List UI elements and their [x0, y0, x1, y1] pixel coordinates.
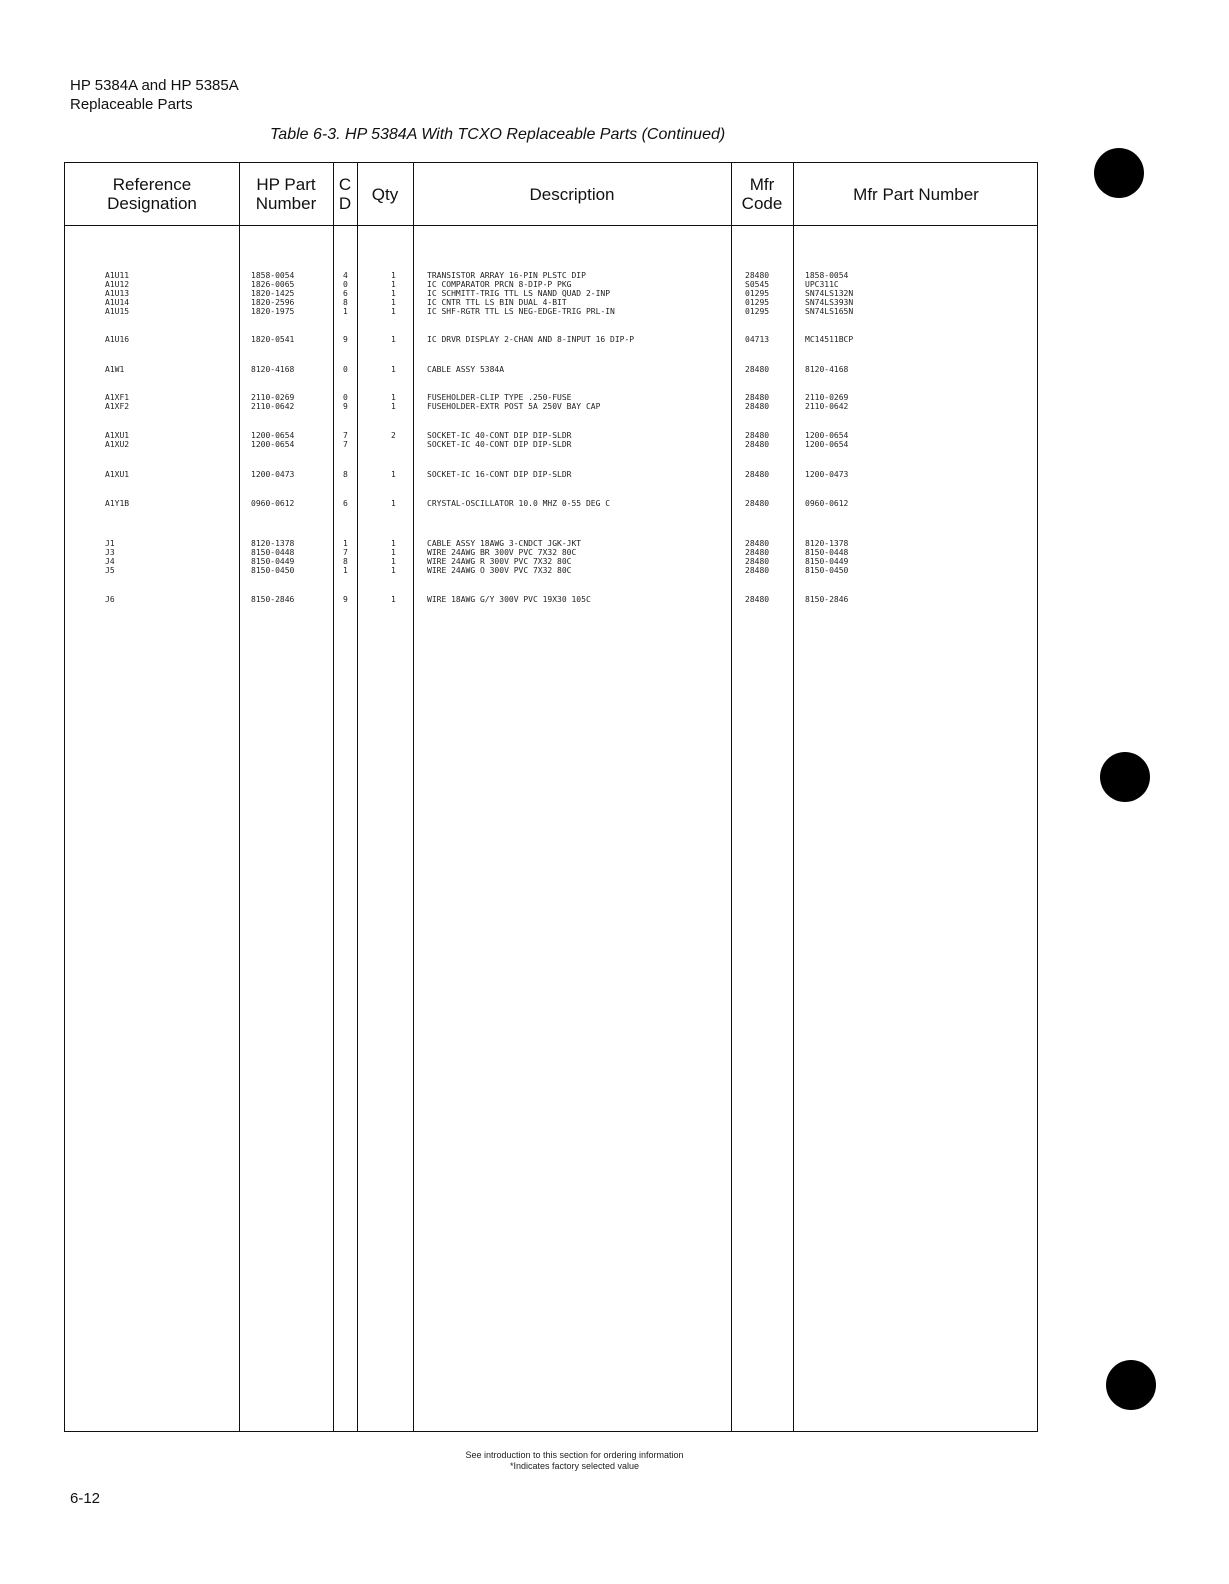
cell-cd: 9: [343, 595, 348, 604]
cell-mpn: 8150-2846: [805, 595, 849, 604]
cell-mfr: 28480: [745, 566, 770, 575]
cell-cd: 8: [343, 470, 348, 479]
cell-cd: 8: [343, 298, 348, 307]
cell-hp: 1200-0654: [251, 431, 295, 440]
cell-mpn: MC14511BCP: [805, 335, 854, 344]
binder-hole: [1094, 148, 1144, 198]
cell-desc: SOCKET-IC 16-CONT DIP DIP-SLDR: [427, 470, 572, 479]
cell-mpn: 1858-0054: [805, 271, 849, 280]
cell-cd: 1: [343, 307, 348, 316]
col-header-description: Description: [529, 184, 615, 204]
cell-desc: FUSEHOLDER-CLIP TYPE .250-FUSE: [427, 393, 572, 402]
cell-qty: 1: [391, 595, 396, 604]
cell-ref: J5: [105, 566, 115, 575]
cell-cd: 7: [343, 440, 348, 449]
cell-ref: A1U12: [105, 280, 130, 289]
cell-ref: A1XU2: [105, 440, 130, 449]
header-model: HP 5384A and HP 5385A: [70, 77, 239, 94]
cell-ref: A1U13: [105, 289, 130, 298]
cell-hp: 1200-0473: [251, 470, 295, 479]
cell-mpn: 0960-0612: [805, 499, 849, 508]
cell-desc: FUSEHOLDER-EXTR POST 5A 250V BAY CAP: [427, 402, 601, 411]
column-divider: [357, 163, 358, 1431]
cell-mpn: 8120-1378: [805, 539, 849, 548]
cell-hp: 8120-4168: [251, 365, 295, 374]
cell-mfr: 28480: [745, 557, 770, 566]
table-row: [65, 470, 1037, 480]
table-footnote: [0, 1450, 1229, 1472]
cell-qty: 1: [391, 557, 396, 566]
cell-qty: 1: [391, 335, 396, 344]
cell-ref: A1U15: [105, 307, 130, 316]
table-row: [65, 499, 1037, 509]
cell-ref: A1U16: [105, 335, 130, 344]
cell-mpn: 1200-0654: [805, 431, 849, 440]
cell-desc: WIRE 24AWG BR 300V PVC 7X32 80C: [427, 548, 577, 557]
cell-hp: 2110-0642: [251, 402, 295, 411]
cell-cd: 9: [343, 335, 348, 344]
parts-table: [64, 162, 1038, 1432]
cell-desc: WIRE 18AWG G/Y 300V PVC 19X30 105C: [427, 595, 591, 604]
cell-desc: CABLE ASSY 5384A: [427, 365, 505, 374]
cell-qty: 1: [391, 402, 396, 411]
cell-mfr: 01295: [745, 289, 770, 298]
cell-mpn: 8150-0450: [805, 566, 849, 575]
cell-mfr: 28480: [745, 539, 770, 548]
footnote-factory: *Indicates factory selected value: [509, 1461, 640, 1471]
cell-qty: 1: [391, 280, 396, 289]
cell-desc: SOCKET-IC 40-CONT DIP DIP-SLDR: [427, 440, 572, 449]
cell-ref: A1XF2: [105, 402, 130, 411]
cell-cd: 1: [343, 566, 348, 575]
table-row: [65, 595, 1037, 605]
cell-cd: 6: [343, 499, 348, 508]
cell-cd: 0: [343, 280, 348, 289]
cell-hp: 1826-0065: [251, 280, 295, 289]
column-divider: [731, 163, 732, 1431]
cell-qty: 1: [391, 470, 396, 479]
col-header-mfr-code: Mfr Code: [741, 175, 783, 213]
cell-desc: SOCKET-IC 40-CONT DIP DIP-SLDR: [427, 431, 572, 440]
cell-ref: A1XF1: [105, 393, 130, 402]
cell-desc: IC SHF-RGTR TTL LS NEG-EDGE-TRIG PRL-IN: [427, 307, 615, 316]
cell-cd: 0: [343, 365, 348, 374]
cell-mpn: 8150-0449: [805, 557, 849, 566]
cell-ref: A1XU1: [105, 431, 130, 440]
cell-ref: A1XU1: [105, 470, 130, 479]
col-header-hp-part: HP Part Number: [255, 175, 317, 213]
cell-qty: 1: [391, 307, 396, 316]
cell-ref: J6: [105, 595, 115, 604]
cell-desc: WIRE 24AWG O 300V PVC 7X32 80C: [427, 566, 572, 575]
cell-mfr: S0545: [745, 280, 770, 289]
cell-qty: 1: [391, 539, 396, 548]
cell-qty: 1: [391, 365, 396, 374]
cell-cd: 7: [343, 548, 348, 557]
binder-hole: [1106, 1360, 1156, 1410]
cell-cd: 9: [343, 402, 348, 411]
cell-qty: 1: [391, 271, 396, 280]
cell-mpn: 2110-0642: [805, 402, 849, 411]
cell-hp: 1820-0541: [251, 335, 295, 344]
header-divider: [65, 225, 1037, 226]
cell-mpn: 1200-0654: [805, 440, 849, 449]
cell-cd: 1: [343, 539, 348, 548]
col-header-cd: C D: [338, 175, 352, 213]
cell-mpn: 1200-0473: [805, 470, 849, 479]
cell-mpn: SN74LS393N: [805, 298, 854, 307]
cell-hp: 8150-0449: [251, 557, 295, 566]
cell-qty: 1: [391, 298, 396, 307]
cell-ref: A1U14: [105, 298, 130, 307]
column-divider: [239, 163, 240, 1431]
cell-hp: 1858-0054: [251, 271, 295, 280]
cell-ref: J4: [105, 557, 115, 566]
col-header-mfr-part: Mfr Part Number: [853, 184, 979, 204]
cell-mfr: 04713: [745, 335, 770, 344]
cell-ref: A1U11: [105, 271, 130, 280]
cell-hp: 8150-0448: [251, 548, 295, 557]
cell-cd: 4: [343, 271, 348, 280]
cell-cd: 0: [343, 393, 348, 402]
cell-desc: TRANSISTOR ARRAY 16-PIN PLSTC DIP: [427, 271, 586, 280]
table-caption: Table 6-3. HP 5384A With TCXO Replaceable Parts (Continued): [270, 126, 726, 143]
cell-hp: 8150-0450: [251, 566, 295, 575]
cell-mfr: 28480: [745, 548, 770, 557]
cell-desc: CRYSTAL-OSCILLATOR 10.0 MHZ 0-55 DEG C: [427, 499, 611, 508]
cell-qty: 1: [391, 289, 396, 298]
cell-cd: 6: [343, 289, 348, 298]
cell-hp: 2110-0269: [251, 393, 295, 402]
cell-mfr: 28480: [745, 271, 770, 280]
cell-ref: J1: [105, 539, 115, 548]
col-header-qty: Qty: [371, 184, 399, 204]
cell-desc: WIRE 24AWG R 300V PVC 7X32 80C: [427, 557, 572, 566]
cell-desc: CABLE ASSY 18AWG 3-CNDCT JGK-JKT: [427, 539, 582, 548]
cell-mfr: 28480: [745, 402, 770, 411]
table-row: [65, 402, 1037, 412]
cell-mfr: 28480: [745, 595, 770, 604]
cell-mpn: SN74LS132N: [805, 289, 854, 298]
cell-hp: 1200-0654: [251, 440, 295, 449]
cell-mfr: 28480: [745, 499, 770, 508]
cell-mfr: 28480: [745, 440, 770, 449]
document-header: [70, 76, 239, 114]
cell-ref: A1Y1B: [105, 499, 130, 508]
cell-desc: IC CNTR TTL LS BIN DUAL 4-BIT: [427, 298, 567, 307]
cell-cd: 8: [343, 557, 348, 566]
cell-qty: 1: [391, 548, 396, 557]
table-row: [65, 365, 1037, 375]
cell-hp: 0960-0612: [251, 499, 295, 508]
cell-mpn: SN74LS165N: [805, 307, 854, 316]
column-divider: [333, 163, 334, 1431]
cell-cd: 7: [343, 431, 348, 440]
cell-mpn: 8150-0448: [805, 548, 849, 557]
cell-hp: 8150-2846: [251, 595, 295, 604]
cell-mpn: UPC311C: [805, 280, 839, 289]
cell-mpn: 8120-4168: [805, 365, 849, 374]
table-row: [65, 335, 1037, 345]
cell-hp: 8120-1378: [251, 539, 295, 548]
cell-desc: IC DRVR DISPLAY 2-CHAN AND 8-INPUT 16 DIP-P: [427, 335, 635, 344]
column-divider: [793, 163, 794, 1431]
cell-qty: 1: [391, 499, 396, 508]
cell-qty: 1: [391, 393, 396, 402]
cell-mfr: 01295: [745, 307, 770, 316]
cell-mfr: 28480: [745, 393, 770, 402]
cell-mfr: 01295: [745, 298, 770, 307]
cell-mpn: 2110-0269: [805, 393, 849, 402]
cell-mfr: 28480: [745, 365, 770, 374]
cell-ref: J3: [105, 548, 115, 557]
page-number: 6-12: [70, 1490, 101, 1507]
cell-hp: 1820-1425: [251, 289, 295, 298]
footnote-ordering: See introduction to this section for ordering information: [465, 1450, 684, 1460]
cell-mfr: 28480: [745, 470, 770, 479]
table-row: [65, 566, 1037, 576]
cell-mfr: 28480: [745, 431, 770, 440]
cell-hp: 1820-1975: [251, 307, 295, 316]
column-divider: [413, 163, 414, 1431]
binder-hole: [1100, 752, 1150, 802]
header-section: Replaceable Parts: [70, 96, 193, 113]
cell-ref: A1W1: [105, 365, 125, 374]
cell-desc: IC COMPARATOR PRCN 8-DIP-P PKG: [427, 280, 572, 289]
table-row: [65, 440, 1037, 450]
table-row: [65, 307, 1037, 317]
cell-desc: IC SCHMITT-TRIG TTL LS NAND QUAD 2-INP: [427, 289, 611, 298]
cell-hp: 1820-2596: [251, 298, 295, 307]
col-header-reference: Reference Designation: [107, 175, 197, 213]
cell-qty: 2: [391, 431, 396, 440]
cell-qty: 1: [391, 566, 396, 575]
